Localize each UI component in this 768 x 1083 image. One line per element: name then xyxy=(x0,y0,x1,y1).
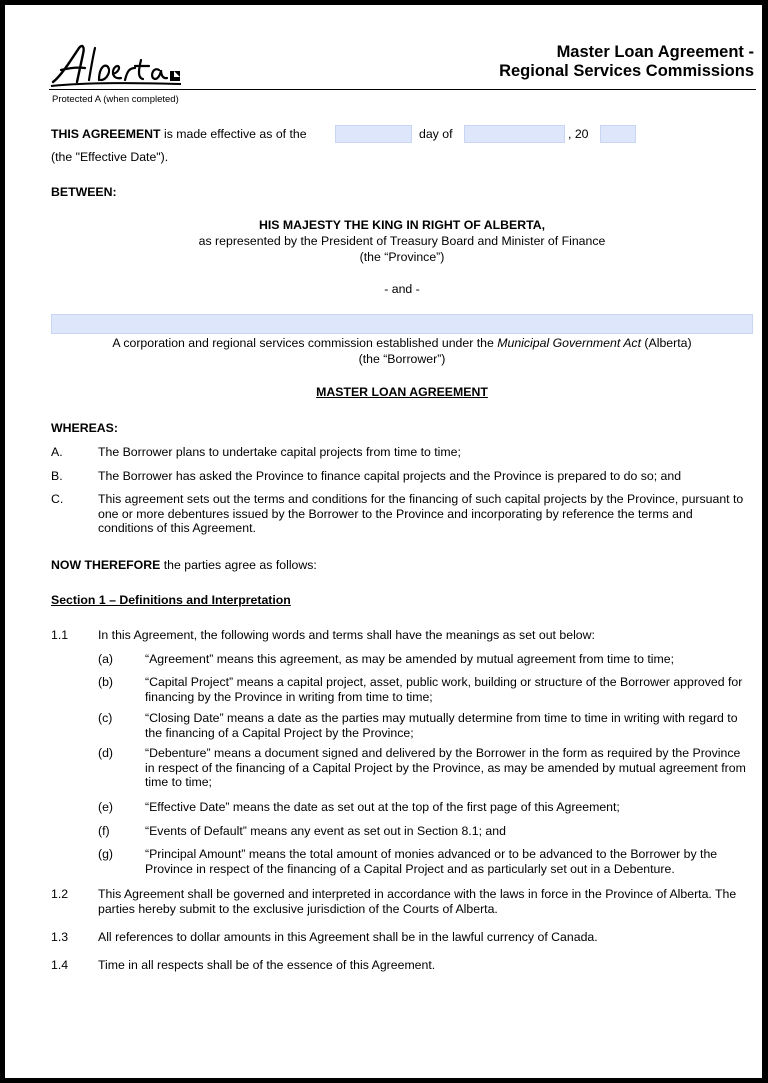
definition-text: “Capital Project” means a capital project, asset, public work, building or structure of the Borrower approved for financing by the Province in writing from time to time; xyxy=(145,675,743,704)
protected-label: Protected A (when completed) xyxy=(52,94,179,105)
clause-label: 1.2 xyxy=(51,887,69,901)
clause-text: In this Agreement, the following words and terms shall have the meanings as set out below: xyxy=(98,628,595,642)
province-label: (the “Province”) xyxy=(359,250,445,264)
agreement-heading: MASTER LOAN AGREEMENT xyxy=(316,385,488,399)
definition-label: (g) xyxy=(98,847,114,861)
whereas-item-label: B. xyxy=(51,469,63,483)
clause-label: 1.1 xyxy=(51,628,69,642)
whereas-item-text: The Borrower plans to undertake capital projects from time to time; xyxy=(98,445,461,459)
province-represented: as represented by the President of Treasury Board and Minister of Finance xyxy=(198,234,606,248)
header-divider xyxy=(49,89,756,90)
now-therefore-text xyxy=(51,558,317,573)
made-effective-text: is made effective as of the xyxy=(160,127,307,141)
now-therefore-bold: NOW THEREFORE xyxy=(51,558,161,572)
between-heading: BETWEEN: xyxy=(51,185,117,199)
definition-label: (e) xyxy=(98,800,114,814)
borrower-desc-post: (Alberta) xyxy=(641,336,692,350)
definition-label: (f) xyxy=(98,824,110,838)
clause-text: All references to dollar amounts in this Agreement shall be in the lawful currency of Canada. xyxy=(98,930,598,944)
clause-text: This Agreement shall be governed and interpreted in accordance with the laws in force in the Province of Alberta. The parties hereby submit to the exclusive jurisdiction of the Courts of Alberta. xyxy=(98,887,737,916)
section-1-heading: Section 1 – Definitions and Interpretation xyxy=(51,593,291,607)
month-field[interactable] xyxy=(464,125,565,143)
year-field[interactable] xyxy=(600,125,636,143)
now-therefore-rest: the parties agree as follows: xyxy=(160,558,317,572)
whereas-heading: WHEREAS: xyxy=(51,421,118,435)
document-title xyxy=(499,43,754,81)
definition-text: “Debenture” means a document signed and delivered by the Borrower in the form as required by the Province in respect of the financing of a Capital Project by the Province, as may be amended by mutual agreement from time to time; xyxy=(145,746,746,790)
definition-text: “Closing Date” means a date as the parties may mutually determine from time to time in writing with regard to the financing of a Capital Project by the Province; xyxy=(145,711,738,740)
document-page xyxy=(5,5,762,1078)
clause-label: 1.4 xyxy=(51,958,69,972)
day-of-text: day of xyxy=(419,127,453,141)
and-separator: - and - xyxy=(384,282,420,296)
definition-label: (d) xyxy=(98,746,114,760)
borrower-description xyxy=(49,336,755,351)
day-field[interactable] xyxy=(335,125,412,143)
clause-label: 1.3 xyxy=(51,930,69,944)
whereas-item-label: C. xyxy=(51,492,64,506)
definition-label: (a) xyxy=(98,652,114,666)
comma-20-text: , 20 xyxy=(568,127,589,141)
definition-text: “Events of Default” means any event as set out in Section 8.1; and xyxy=(145,824,506,838)
definition-text: “Principal Amount” means the total amount of monies advanced or to be advanced to the Borrower by the Province in respect of the financing of a Capital Project and as particularly set out in a Debenture. xyxy=(145,847,718,876)
province-name: HIS MAJESTY THE KING IN RIGHT OF ALBERTA, xyxy=(258,218,546,232)
borrower-desc-pre: A corporation and regional services commission established under the xyxy=(112,336,498,350)
borrower-label: (the “Borrower”) xyxy=(358,352,446,366)
whereas-item-text: The Borrower has asked the Province to finance capital projects and the Province is prepared to do so; and xyxy=(98,469,682,483)
title-line-2: Regional Services Commissions xyxy=(499,62,754,80)
alberta-logo xyxy=(49,42,189,94)
definition-label: (b) xyxy=(98,675,114,689)
whereas-item-label: A. xyxy=(51,445,63,459)
this-agreement-label: THIS AGREEMENT xyxy=(51,127,161,141)
effective-date-text: (the "Effective Date"). xyxy=(51,150,169,164)
borrower-name-field[interactable] xyxy=(51,314,753,334)
definition-text: “Agreement” means this agreement, as may be amended by mutual agreement from time to time; xyxy=(145,652,675,666)
title-line-1: Master Loan Agreement - xyxy=(556,43,754,61)
clause-text: Time in all respects shall be of the essence of this Agreement. xyxy=(98,958,436,972)
definition-text: “Effective Date” means the date as set out at the top of the first page of this Agreement; xyxy=(145,800,620,814)
borrower-desc-act: Municipal Government Act xyxy=(497,336,641,350)
intro-text xyxy=(51,127,307,142)
whereas-item-text: This agreement sets out the terms and conditions for the financing of such capital projects by the Province, pursuant to one or more debentures issued by the Borrower to the Province and incorporating by reference the terms and conditions of this Agreement. xyxy=(98,492,744,536)
definition-label: (c) xyxy=(98,711,113,725)
